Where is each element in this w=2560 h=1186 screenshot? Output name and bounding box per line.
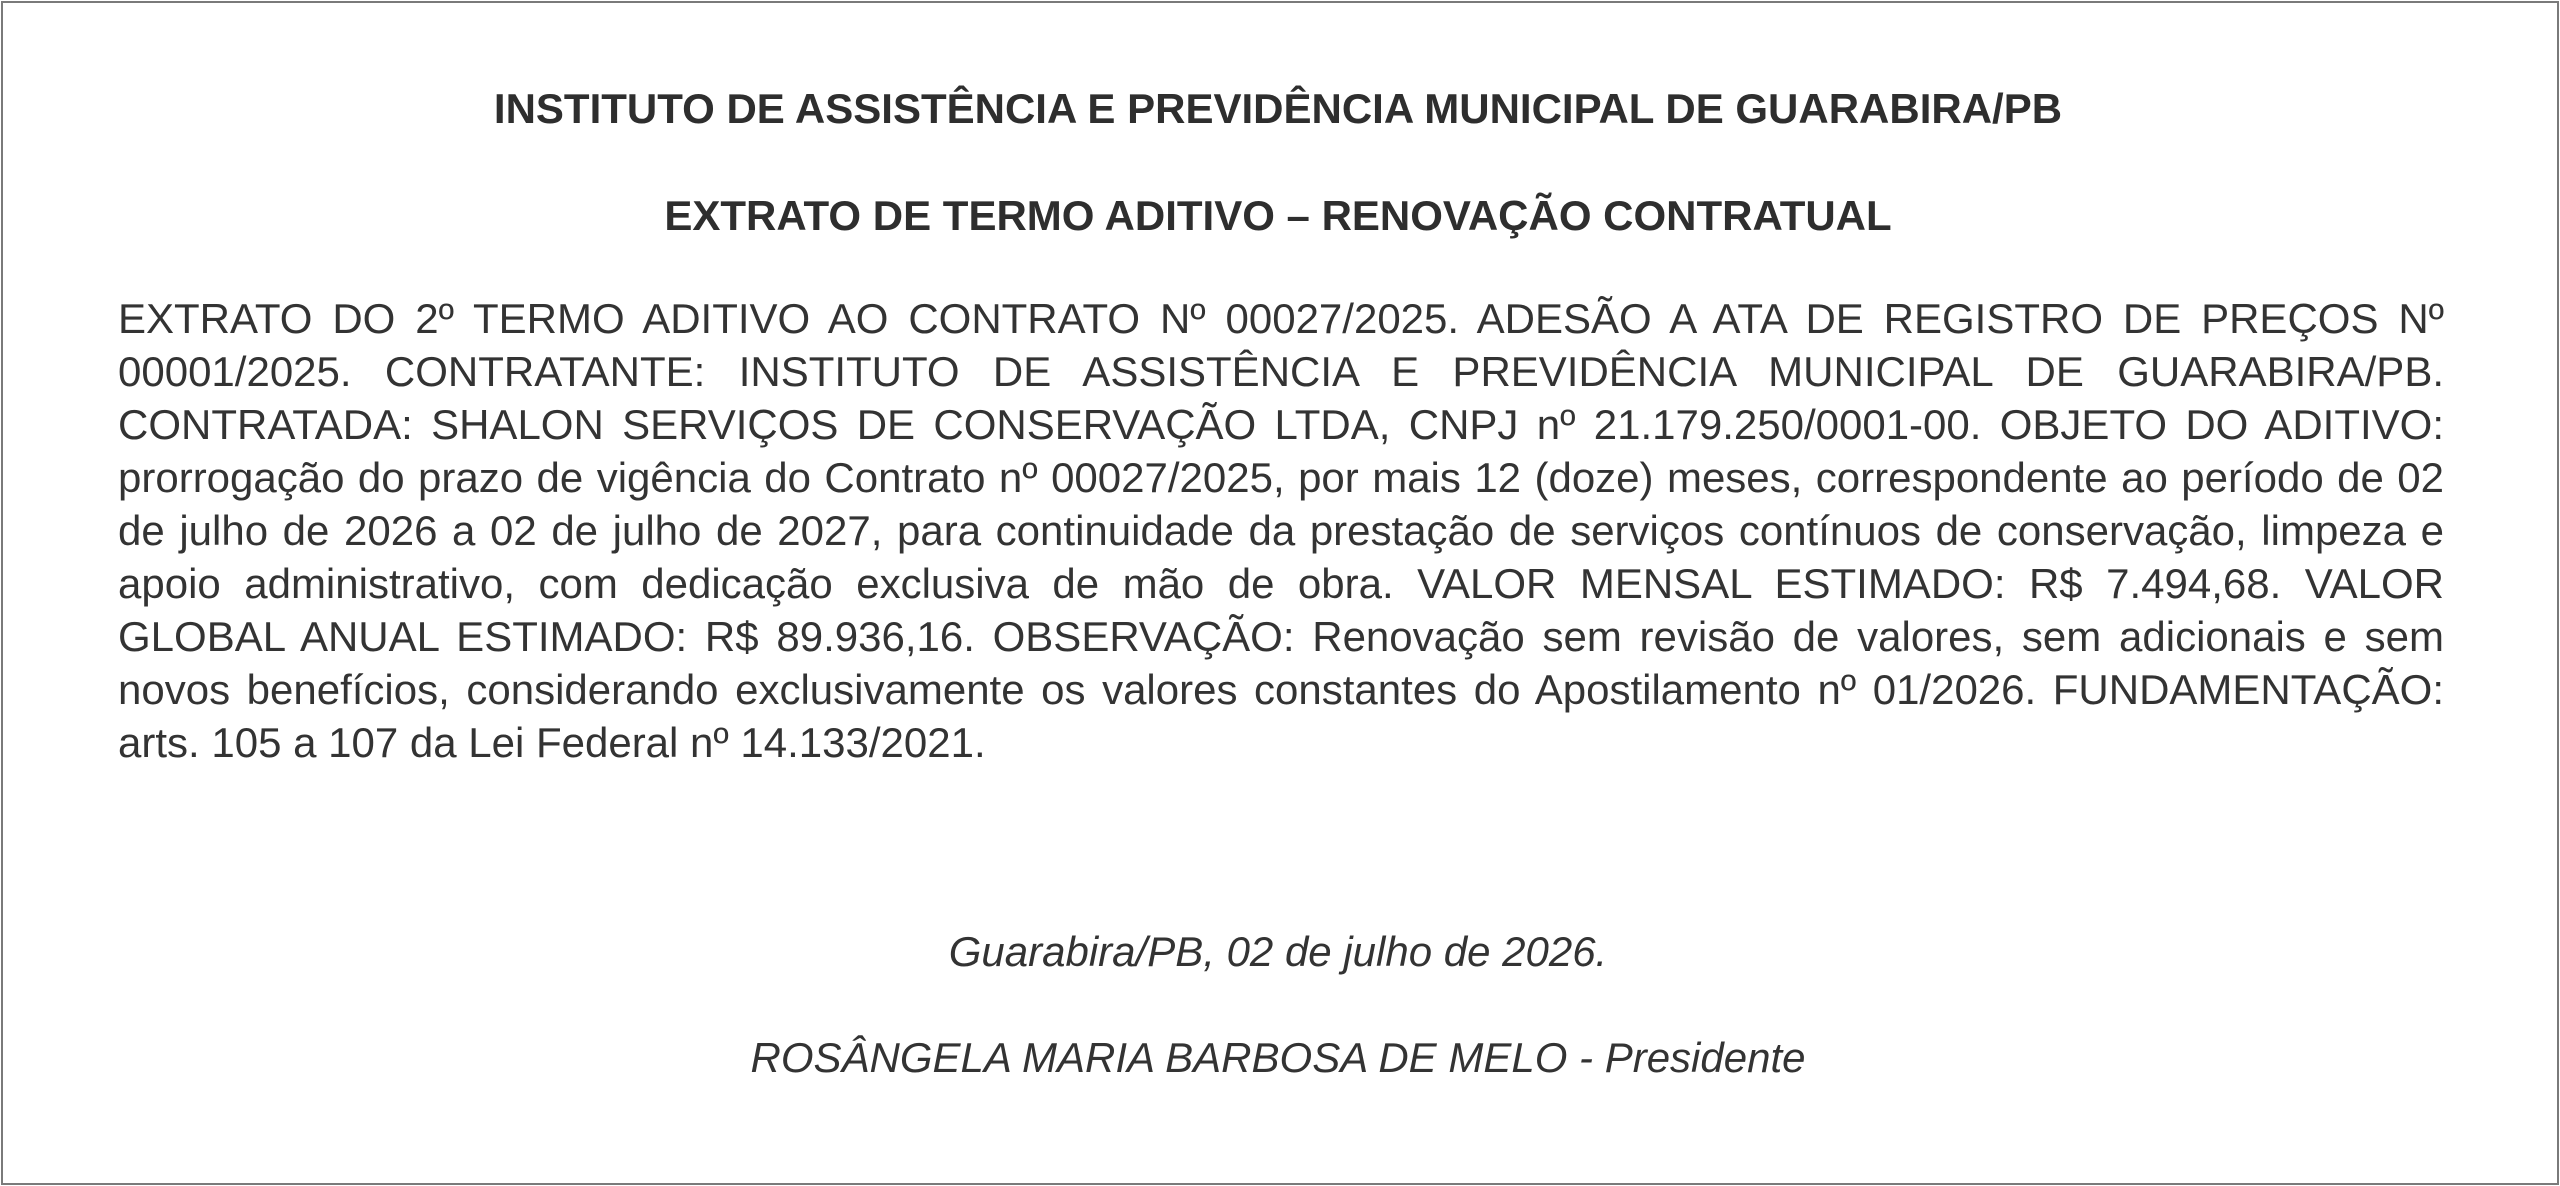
extract-body-text: EXTRATO DO 2º TERMO ADITIVO AO CONTRATO Nº 00027/2025. ADESÃO A ATA DE REGISTRO DE PREÇOS Nº 00001/2025. CONTRATANTE: INSTITUTO DE ASSISTÊNCIA E PREVIDÊNCIA MUNICIPAL DE GUARABIRA/PB. CONTRATADA: SHALON SERVIÇOS DE CONSERVAÇÃO LTDA, CNPJ nº 21.179.250/0001-00. OBJETO DO ADITIVO: prorrogação do prazo de vigência do Contrato nº 00027/2025, por mais 12 (doze) meses, correspondente ao período de 02 de julho de 2026 a 02 de julho de 2027, para continuidade da prestação de serviços contínuos de conservação, limpeza e apoio administrativo, com dedicação exclusiva de mão de obra. VALOR MENSAL ESTIMADO: R$ 7.494,68. VALOR GLOBAL ANUAL ESTIMADO: R$ 89.936,16. OBSERVAÇÃO: Renovação sem revisão de valores, sem adicionais e sem novos benefícios, considerando exclusivamente os valores constantes do Apostilamento nº 01/2026. FUNDAMENTAÇÃO: arts. 105 a 107 da Lei Federal nº 14.133/2021. <box>118 295 2444 766</box>
place-and-date: Guarabira/PB, 02 de julho de 2026. <box>948 928 1608 975</box>
signature-line: ROSÂNGELA MARIA BARBOSA DE MELO - Presidente <box>750 1034 1806 1081</box>
document-subtitle: EXTRATO DE TERMO ADITIVO – RENOVAÇÃO CONTRATUAL <box>664 192 1892 239</box>
institution-title: INSTITUTO DE ASSISTÊNCIA E PREVIDÊNCIA MUNICIPAL DE GUARABIRA/PB <box>493 85 2063 132</box>
